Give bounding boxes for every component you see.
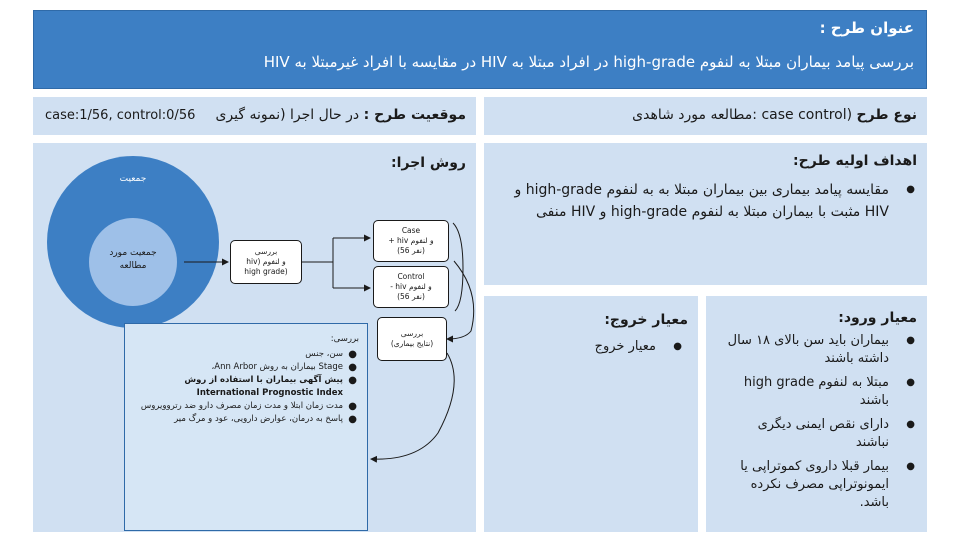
exit-panel — [484, 296, 698, 532]
entry-title: معیار ورود: — [838, 310, 917, 326]
review-item: ● پاسخ به درمان، عوارض دارویی، عود و مرگ میر — [137, 413, 359, 426]
review-item: ● Stage بیماران به روش Ann Arbor، — [137, 361, 359, 374]
exit-list — [494, 338, 684, 356]
entry-panel — [706, 296, 927, 532]
review-title: بررسی: — [330, 334, 359, 344]
method-panel — [33, 143, 476, 532]
objectives-list — [497, 179, 917, 223]
entry-item: ● بیمار قبلا داروی کموتراپی یا ایمونوتراپی مصرف نکرده باشد. — [721, 458, 917, 512]
title-text: بررسی پیامد بیماران مبتلا به لنفوم high-grade در افراد مبتلا به HIV در مقایسه با افراد غیرمبتلا به HIV — [263, 53, 914, 71]
control-line: Control — [397, 272, 425, 281]
objectives-title: اهداف اولیه طرح: — [793, 153, 917, 169]
case-box — [373, 220, 449, 262]
exit-item: ● معیار خروج — [494, 338, 684, 356]
screening-line: بررسی — [254, 247, 278, 256]
outcome-line: بررسی — [400, 329, 424, 338]
control-line: (56 نفر) — [397, 292, 425, 301]
case-line: (56 نفر) — [397, 246, 425, 255]
case-line: Case — [401, 226, 421, 235]
entry-item: ● مبتلا به لنفوم high grade باشند — [721, 374, 917, 410]
objectives-panel — [484, 143, 927, 285]
review-item: ● سن، جنس — [137, 348, 359, 361]
title-banner — [33, 10, 927, 89]
status-label: موقعیت طرح : — [363, 107, 466, 123]
case-line: + hiv و لنفوم — [388, 236, 434, 245]
screening-line: high grade) — [244, 267, 288, 276]
design-panel — [484, 97, 927, 135]
screening-line: hiv) و لنفوم — [246, 257, 286, 266]
objective-item: ● مقایسه پیامد بیماری بین بیماران مبتلا به به لنفوم high-grade و HIV مثبت با بیماران مبتلا به لنفوم high-grade و HIV منفی — [497, 179, 917, 223]
screening-box — [230, 240, 302, 284]
review-list — [137, 348, 359, 426]
method-title: روش اجرا: — [391, 155, 466, 171]
population-label: جمعیت — [119, 174, 147, 184]
review-item: ● مدت زمان ابتلا و مدت زمان مصرف دارو ضد رتروویروس — [137, 400, 359, 413]
status-value: در حال اجرا (نمونه گیری — [215, 107, 360, 123]
review-item: ● پیش آگهی بیماران با استفاده از روش International Prognostic Index — [137, 374, 359, 400]
control-line: - hiv و لنفوم — [390, 282, 432, 291]
review-box — [124, 323, 368, 531]
outcome-box — [377, 317, 447, 361]
title-label: عنوان طرح : — [819, 19, 914, 37]
status-panel — [33, 97, 476, 135]
entry-item: ● دارای نقص ایمنی دیگری نباشند — [721, 416, 917, 452]
status-counts: case:1/56, control:0/56 — [45, 108, 196, 123]
design-value: (case control :مطالعه مورد شاهدی — [632, 107, 853, 123]
design-label: نوع طرح — [856, 107, 917, 123]
entry-list — [721, 332, 917, 512]
control-box — [373, 266, 449, 308]
entry-item: ● بیماران باید سن بالای ۱۸ سال داشته باشند — [721, 332, 917, 368]
outcome-line: (نتایج بیماری) — [390, 339, 434, 348]
exit-title: معیار خروج: — [604, 312, 688, 328]
study-population-label: جمعیت مورد مطالعه — [109, 248, 157, 271]
